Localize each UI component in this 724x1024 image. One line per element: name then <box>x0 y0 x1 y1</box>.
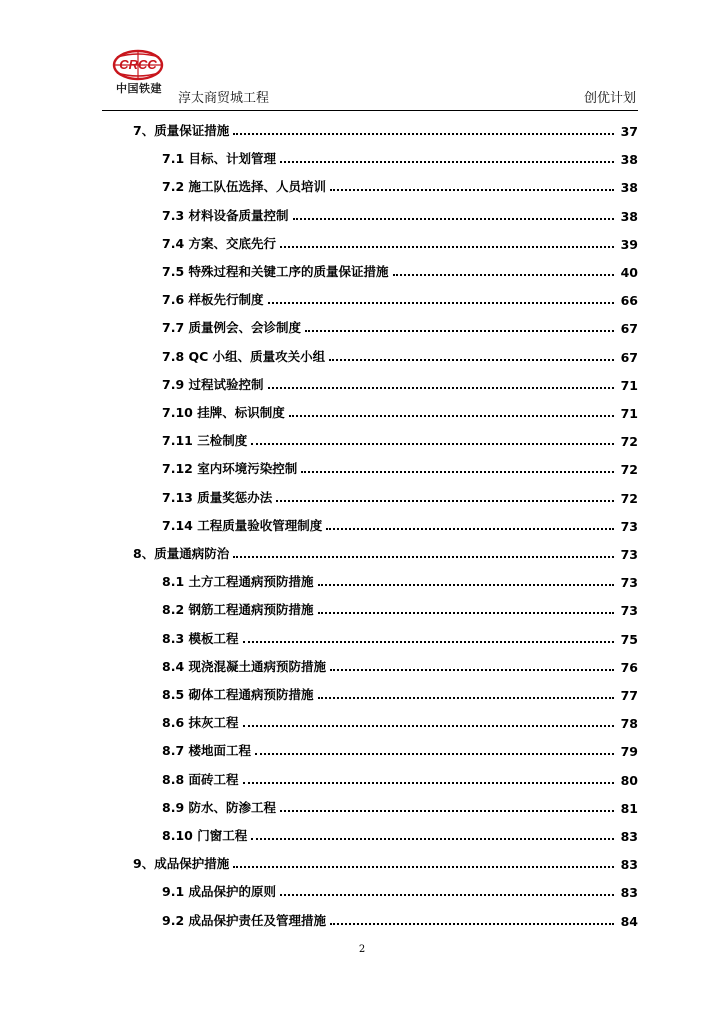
toc-entry[interactable] <box>162 596 638 618</box>
toc-entry-page: 73 <box>620 575 638 591</box>
toc-entry-label: 7.12 室内环境污染控制 <box>162 461 298 477</box>
toc-dot-leader <box>326 528 614 530</box>
toc-entry[interactable] <box>133 117 638 139</box>
toc-dot-leader <box>318 584 615 586</box>
toc-dot-leader <box>330 189 614 191</box>
toc-entry-label: 7.6 样板先行制度 <box>162 292 264 308</box>
toc-entry-page: 83 <box>620 857 638 873</box>
toc-entry[interactable] <box>162 371 638 393</box>
toc-entry-page: 40 <box>620 265 638 280</box>
toc-dot-leader <box>301 471 614 473</box>
toc-entry-label: 7.14 工程质量验收管理制度 <box>162 517 323 533</box>
toc-entry[interactable] <box>162 512 638 534</box>
toc-dot-leader <box>280 810 614 812</box>
toc-entry-page: 84 <box>620 913 638 929</box>
toc-entry-label: 8.4 现浇混凝土通病预防措施 <box>162 658 326 674</box>
toc-entry-label: 7.2 施工队伍选择、人员培训 <box>162 179 326 195</box>
toc-dot-leader <box>318 697 615 699</box>
toc-entry-page: 78 <box>620 716 638 732</box>
toc-dot-leader <box>255 753 614 755</box>
toc-entry[interactable] <box>162 202 638 224</box>
toc-entry-label: 7.8 QC 小组、质量攻关小组 <box>162 348 326 364</box>
crcc-logo-icon <box>108 48 168 82</box>
toc-entry-page: 72 <box>620 490 638 506</box>
toc-dot-leader <box>305 330 614 332</box>
toc-entry[interactable] <box>162 173 638 195</box>
toc-entry[interactable] <box>162 230 638 252</box>
toc-entry[interactable] <box>133 850 638 872</box>
toc-entry-page: 75 <box>620 631 638 647</box>
toc-entry[interactable] <box>162 455 638 477</box>
toc-entry-label: 8.10 门窗工程 <box>162 828 248 843</box>
toc-dot-leader <box>251 443 614 445</box>
toc-dot-leader <box>243 782 615 784</box>
toc-entry-label: 7.3 材料设备质量控制 <box>162 207 289 223</box>
toc-entry[interactable] <box>162 822 638 844</box>
toc-dot-leader <box>329 359 614 361</box>
toc-entry-label: 8.3 模板工程 <box>162 630 239 646</box>
toc-entry[interactable] <box>162 766 638 788</box>
toc-entry-page: 66 <box>620 293 638 309</box>
toc-entry-page: 79 <box>620 744 638 760</box>
page-number: 2 <box>358 944 366 955</box>
project-name: 淳太商贸城工程 <box>178 91 270 106</box>
toc-dot-leader <box>318 612 615 614</box>
toc-entry-page: 38 <box>620 180 638 196</box>
toc-dot-leader <box>280 246 614 248</box>
toc-entry-label: 7.10 挂牌、标识制度 <box>162 405 285 420</box>
toc-entry-label: 7.11 三检制度 <box>162 433 248 449</box>
toc-entry-page: 73 <box>620 547 638 562</box>
toc-entry-page: 39 <box>620 236 638 252</box>
toc-entry[interactable] <box>162 737 638 759</box>
toc-entry-page: 72 <box>620 462 638 478</box>
toc-entry[interactable] <box>162 625 638 647</box>
toc-entry[interactable] <box>162 427 638 449</box>
toc-entry[interactable] <box>162 878 638 900</box>
toc-entry-label: 8.6 抹灰工程 <box>162 715 239 731</box>
toc-entry-page: 38 <box>620 152 638 168</box>
toc-dot-leader <box>330 669 614 671</box>
toc-entry-page: 73 <box>620 603 638 619</box>
toc-entry[interactable] <box>162 568 638 590</box>
toc-entry-page: 81 <box>620 800 638 816</box>
page-header <box>0 0 724 120</box>
toc-entry-page: 83 <box>620 885 638 901</box>
toc-entry-page: 67 <box>620 349 638 365</box>
toc-dot-leader <box>251 838 614 840</box>
toc-entry-label: 7、质量保证措施 <box>133 123 230 138</box>
toc-entry-label: 7.4 方案、交底先行 <box>162 235 276 251</box>
toc-entry[interactable] <box>162 145 638 167</box>
toc-entry[interactable] <box>133 540 638 562</box>
toc-entry-page: 37 <box>620 124 638 139</box>
toc-entry[interactable] <box>162 343 638 365</box>
toc-entry[interactable] <box>162 907 638 929</box>
toc-entry-page: 71 <box>620 377 638 393</box>
toc-entry-label: 9.2 成品保护责任及管理措施 <box>162 912 326 928</box>
toc-entry[interactable] <box>162 653 638 675</box>
toc-entry-page: 73 <box>620 518 638 534</box>
toc-dot-leader <box>233 866 614 868</box>
toc-entry-label: 9.1 成品保护的原则 <box>162 884 276 900</box>
toc-entry-label: 7.13 质量奖惩办法 <box>162 489 273 505</box>
logo-caption: 中国铁建 <box>116 82 162 95</box>
toc-entry[interactable] <box>162 794 638 816</box>
toc-entry-label: 9、成品保护措施 <box>133 856 230 872</box>
toc-entry-page: 83 <box>620 829 638 844</box>
toc-entry-page: 80 <box>620 772 638 788</box>
document-type: 创优计划 <box>583 91 636 106</box>
toc-entry-label: 7.7 质量例会、会诊制度 <box>162 320 301 336</box>
header-divider <box>102 110 638 111</box>
toc-entry[interactable] <box>162 399 638 421</box>
toc-entry-label: 8.5 砌体工程通病预防措施 <box>162 687 314 702</box>
toc-dot-leader <box>233 133 614 135</box>
toc-dot-leader <box>268 302 615 304</box>
toc-entry-page: 76 <box>620 659 638 675</box>
toc-entry[interactable] <box>162 709 638 731</box>
toc-entry-label: 8、质量通病防治 <box>133 546 230 561</box>
toc-entry[interactable] <box>162 314 638 336</box>
toc-dot-leader <box>330 923 614 925</box>
toc-entry-label: 8.1 土方工程通病预防措施 <box>162 574 314 590</box>
toc-entry[interactable] <box>162 286 638 308</box>
toc-entry[interactable] <box>162 258 638 280</box>
toc-dot-leader <box>243 725 615 727</box>
toc-dot-leader <box>243 641 615 643</box>
toc-entry-label: 8.9 防水、防渗工程 <box>162 799 276 815</box>
toc-entry-page: 71 <box>620 406 638 421</box>
toc-dot-leader <box>233 556 614 558</box>
toc-dot-leader <box>293 218 615 220</box>
toc-entry-page: 38 <box>620 208 638 224</box>
toc-entry-page: 67 <box>620 321 638 337</box>
toc-entry-label: 8.8 面砖工程 <box>162 771 239 787</box>
toc-entry-label: 7.5 特殊过程和关键工序的质量保证措施 <box>162 264 389 279</box>
toc-dot-leader <box>280 894 614 896</box>
toc-dot-leader <box>289 415 614 417</box>
toc-entry-page: 72 <box>620 434 638 450</box>
toc-entry-page: 77 <box>620 688 638 703</box>
toc-dot-leader <box>280 161 614 163</box>
toc-entry-label: 7.1 目标、计划管理 <box>162 151 276 167</box>
toc-entry[interactable] <box>162 681 638 703</box>
toc-dot-leader <box>393 274 615 276</box>
toc-entry-label: 7.9 过程试验控制 <box>162 376 264 392</box>
toc-entry-label: 8.7 楼地面工程 <box>162 743 251 759</box>
toc-dot-leader <box>268 387 615 389</box>
logo-letters: CRCC <box>119 57 157 72</box>
toc-dot-leader <box>276 500 614 502</box>
toc-entry-label: 8.2 钢筋工程通病预防措施 <box>162 602 314 618</box>
toc-entry[interactable] <box>162 484 638 506</box>
